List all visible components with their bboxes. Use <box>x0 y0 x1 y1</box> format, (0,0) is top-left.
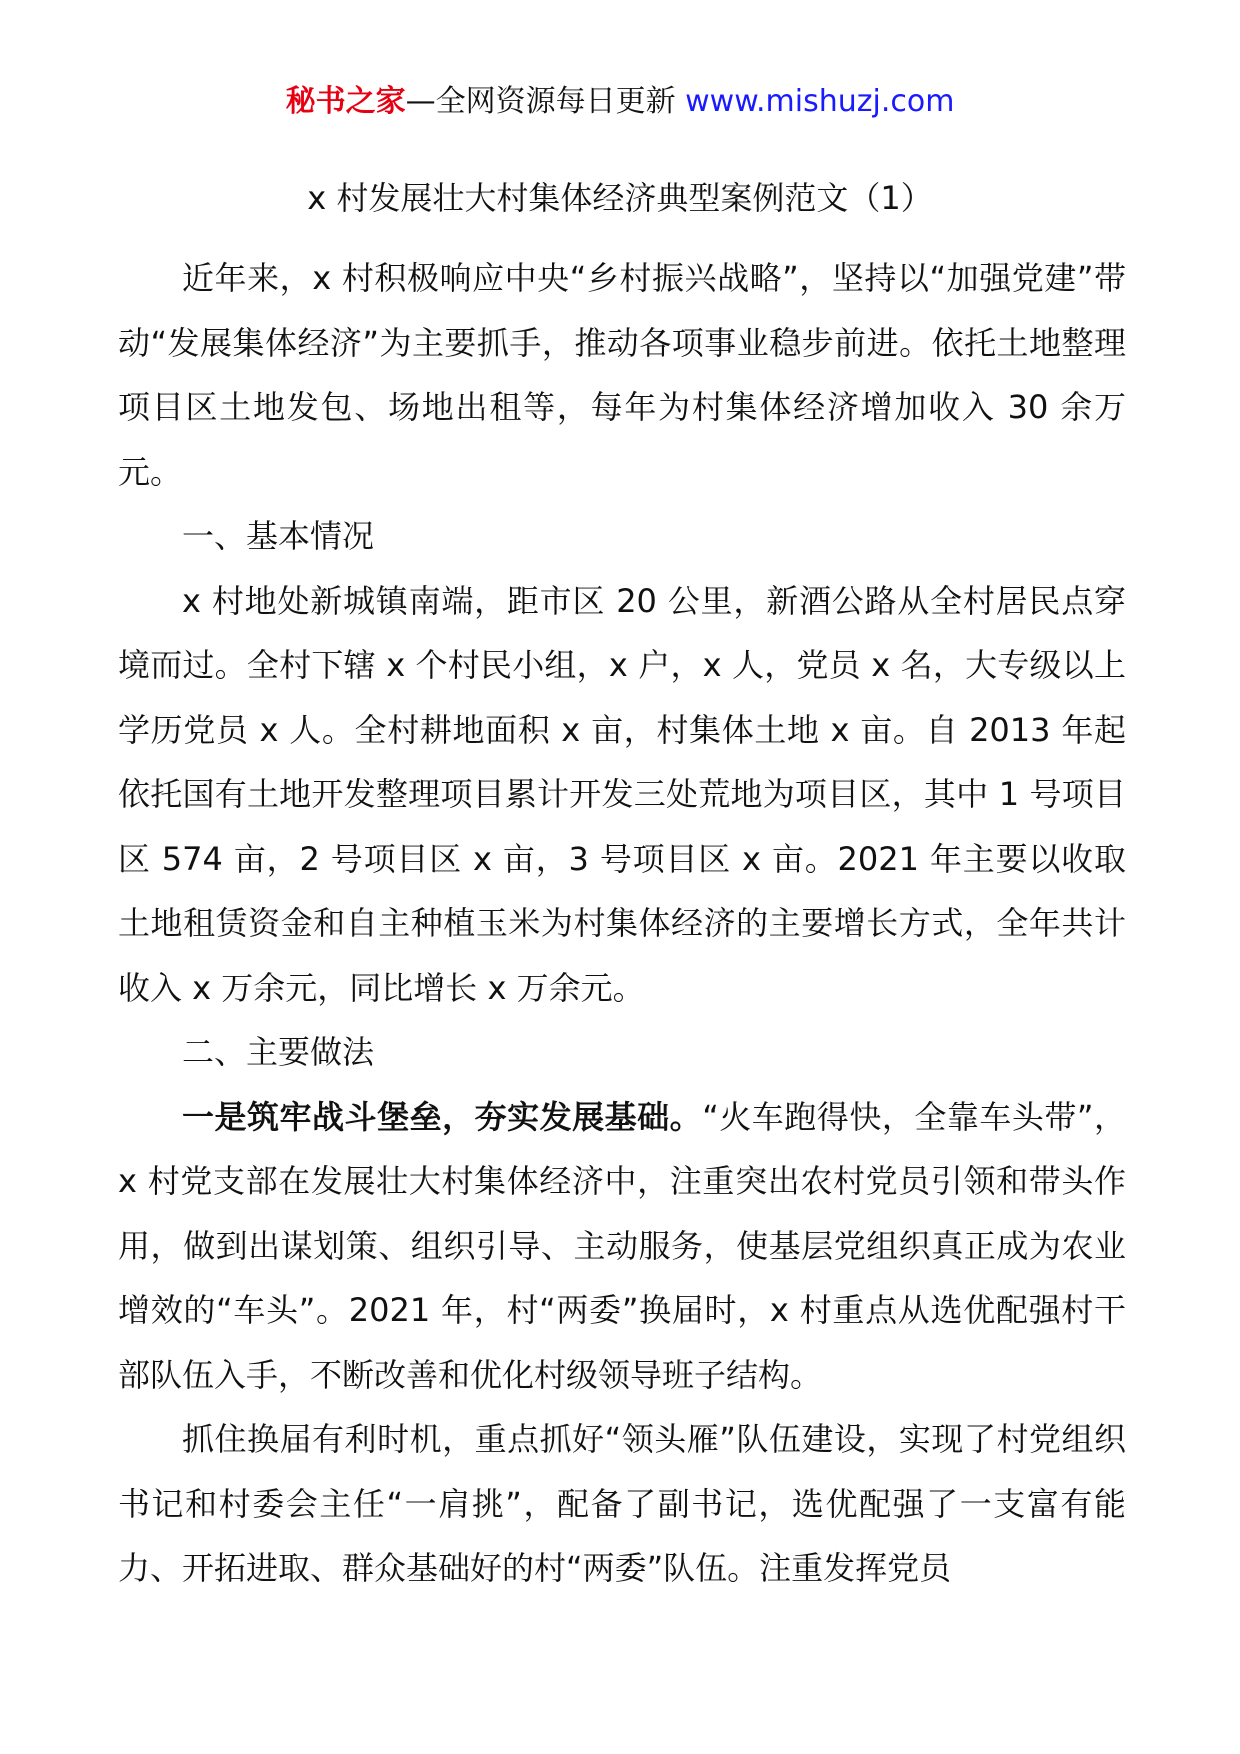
section-heading-practices: 二、主要做法 <box>182 1033 375 1071</box>
site-header <box>0 82 1240 122</box>
site-brand: 秘书之家 <box>285 84 406 119</box>
intro-paragraph: 近年来，x 村积极响应中央“乡村振兴战略”，坚持以“加强党建”带动“发展集体经济”为主要抓手，推动各项事业稳步前进。依托土地整理项目区土地发包、场地出租等，每年为村集体经济增加收入 30 余万元。 <box>118 259 1126 491</box>
site-tagline: —全网资源每日更新 <box>405 84 676 119</box>
point-one-paragraph <box>118 1085 1126 1408</box>
document-title: x 村发展壮大村集体经济典型案例范文（1） <box>307 179 933 217</box>
point-one-lead: 一是筑牢战斗堡垒，夯实发展基础。 <box>182 1097 703 1136</box>
document-body <box>118 246 1126 1601</box>
section-heading-basic: 一、基本情况 <box>182 517 375 555</box>
basic-info-paragraph: x 村地处新城镇南端，距市区 20 公里，新酒公路从全村居民点穿境而过。全村下辖 x 个村民小组，x 户，x 人，党员 x 名，大专级以上学历党员 x 人。全村耕地面积 x 亩，村集体土地 x 亩。自 2013 年起依托国有土地开发整理项目累计开发三处荒地为项目区，其中 1 号项目区 574 亩，2 号项目区 x 亩，3 号项目区 x 亩。2021 年主要以收取土地租赁资金和自主种植玉米为村集体经济的主要增长方式，全年共计收入 x 万余元，同比增长 x 万余元。 <box>118 581 1126 1007</box>
site-url-link[interactable]: www.mishuzj.com <box>685 84 955 119</box>
point-one-text: “火车跑得快，全靠车头带”，x 村党支部在发展壮大村集体经济中，注重突出农村党员引领和带头作用，做到出谋划策、组织引导、主动服务，使基层党组织真正成为农业增效的“车头”。2021 年，村“两委”换届时，x 村重点从选优配强村干部队伍入手，不断改善和优化村级领导班子结构。 <box>118 1097 1126 1394</box>
leadership-paragraph: 抓住换届有利时机，重点抓好“领头雁”队伍建设，实现了村党组织书记和村委会主任“一肩挑”，配备了副书记，选优配强了一支富有能力、开拓进取、群众基础好的村“两委”队伍。注重发挥党员 <box>118 1420 1126 1587</box>
